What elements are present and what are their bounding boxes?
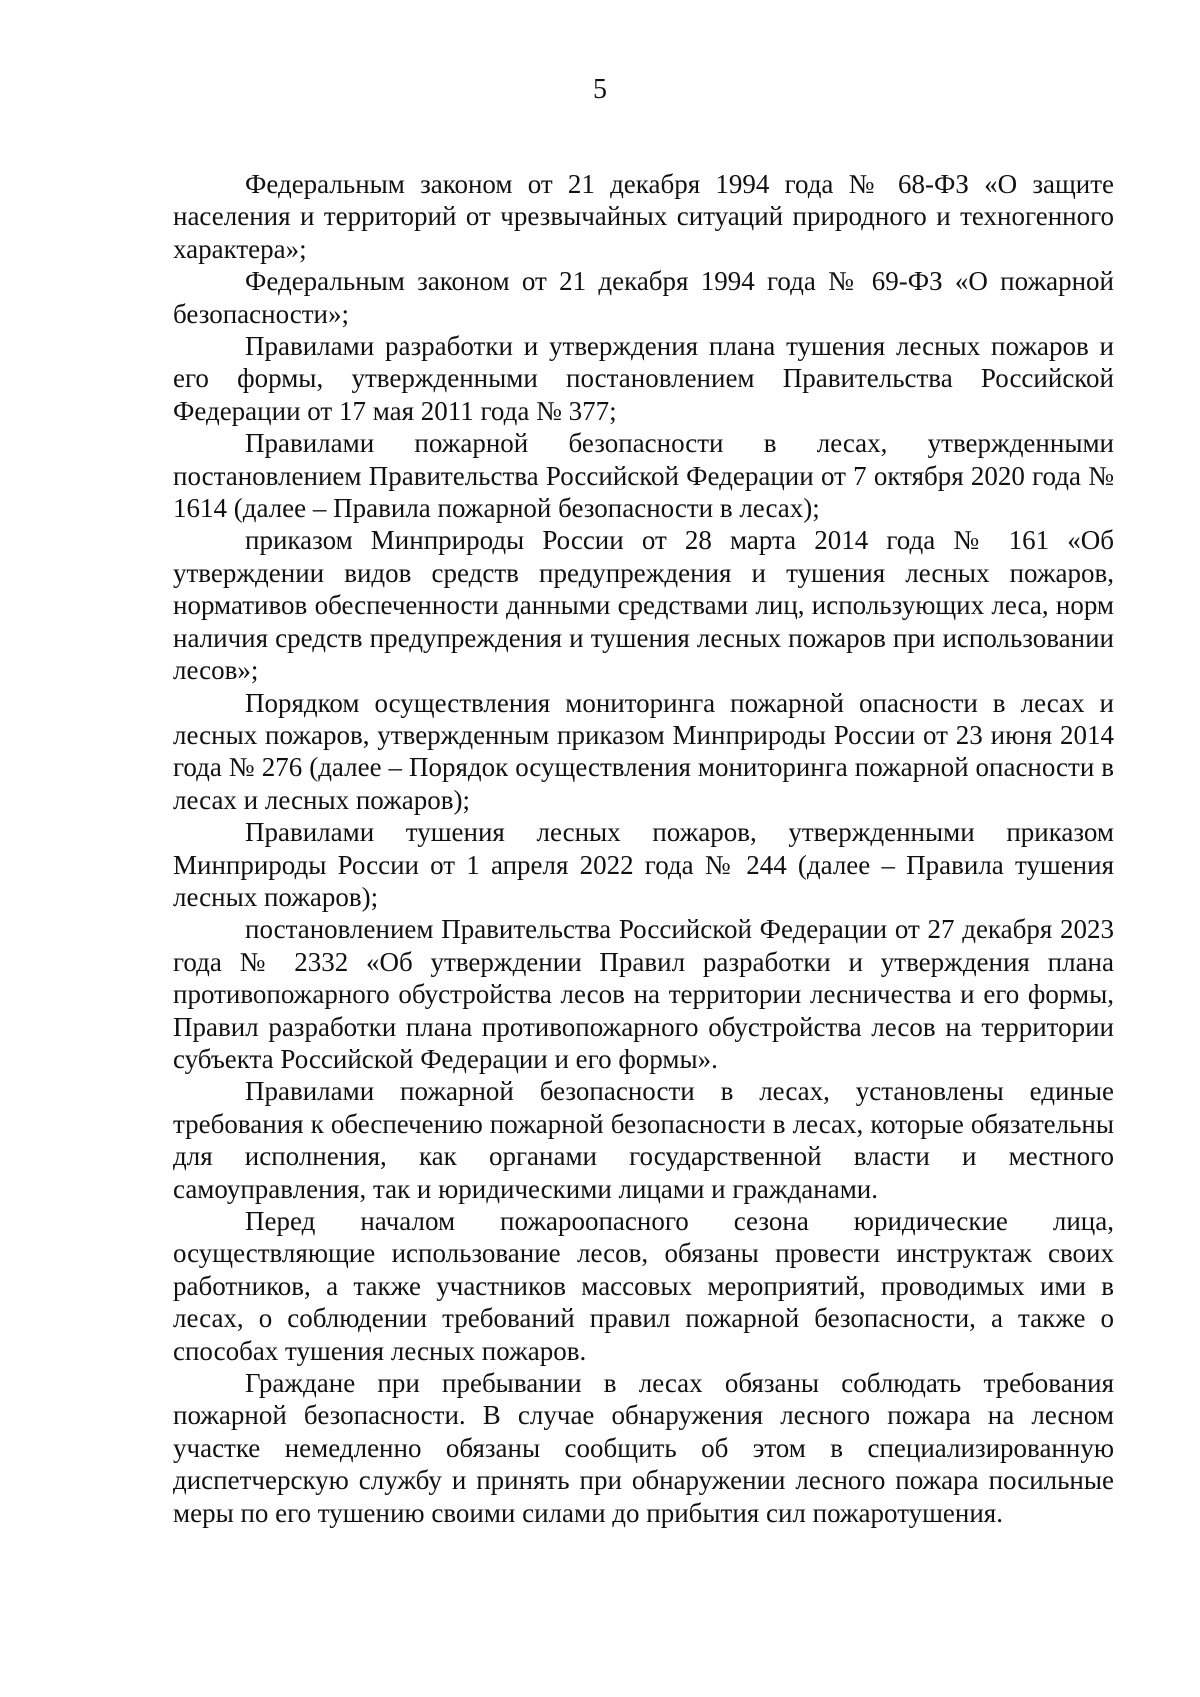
paragraph-firefighting-rules: Правилами тушения лесных пожаров, утвержденными приказом Минприроды России от 1 апреля 2022 года № 244 (далее – Правила тушения лесных пожаров); [173, 817, 1114, 912]
paragraph-fz-68: Федеральным законом от 21 декабря 1994 года № 68-ФЗ «О защите населения и территорий от чрезвычайных ситуаций природного и техногенного характера»; [173, 169, 1114, 264]
paragraph-fire-plan-rules: Правилами разработки и утверждения плана тушения лесных пожаров и его формы, утвержденными постановлением Правительства Российской Федерации от 17 мая 2011 года № 377; [173, 331, 1114, 426]
page-number: 5 [593, 74, 607, 105]
paragraph-citizens-duties: Граждане при пребывании в лесах обязаны соблюдать требования пожарной безопасности. В случае обнаружения лесного пожара на лесном участке немедленно обязаны сообщить об этом в специализированную диспетчерскую службу и принять при обнаружении лесного пожара посильные меры по его тушению своими силами до прибытия сил пожаротушения. [173, 1368, 1114, 1528]
document-body [173, 168, 1114, 1529]
paragraph-order-161: приказом Минприроды России от 28 марта 2014 года № 161 «Об утверждении видов средств предупреждения и тушения лесных пожаров, нормативов обеспеченности данными средствами лиц, использующих леса, норм наличия средств предупреждения и тушения лесных пожаров при использовании лесов»; [173, 525, 1114, 686]
paragraph-resolution-2332: постановлением Правительства Российской Федерации от 27 декабря 2023 года № 2332 «Об утверждении Правил разработки и утверждения плана противопожарного обустройства лесов на территории лесничества и его формы, Правил разработки плана противопожарного обустройства лесов на территории субъекта Российской Федерации и его формы». [173, 914, 1114, 1074]
paragraph-season-briefing: Перед началом пожароопасного сезона юридические лица, осуществляющие использование лесов, обязаны провести инструктаж своих работников, а также участников массовых мероприятий, проводимых ими в лесах, о соблюдении требований правил пожарной безопасности, а также о способах тушения лесных пожаров. [173, 1206, 1114, 1366]
paragraph-monitoring-procedure: Порядком осуществления мониторинга пожарной опасности в лесах и лесных пожаров, утвержденным приказом Минприроды России от 23 июня 2014 года № 276 (далее – Порядок осуществления мониторинга пожарной опасности в лесах и лесных пожаров); [173, 687, 1114, 815]
paragraph-unified-requirements: Правилами пожарной безопасности в лесах, установлены единые требования к обеспечению пожарной безопасности в лесах, которые обязательны для исполнения, как органами государственной власти и местного самоуправления, так и юридическими лицами и гражданами. [173, 1076, 1114, 1204]
paragraph-fz-69: Федеральным законом от 21 декабря 1994 года № 69-ФЗ «О пожарной безопасности»; [173, 266, 1114, 329]
paragraph-forest-fire-safety-rules: Правилами пожарной безопасности в лесах, утвержденными постановлением Правительства Российской Федерации от 7 октября 2020 года № 1614 (далее – Правила пожарной безопасности в лесах); [173, 428, 1114, 524]
